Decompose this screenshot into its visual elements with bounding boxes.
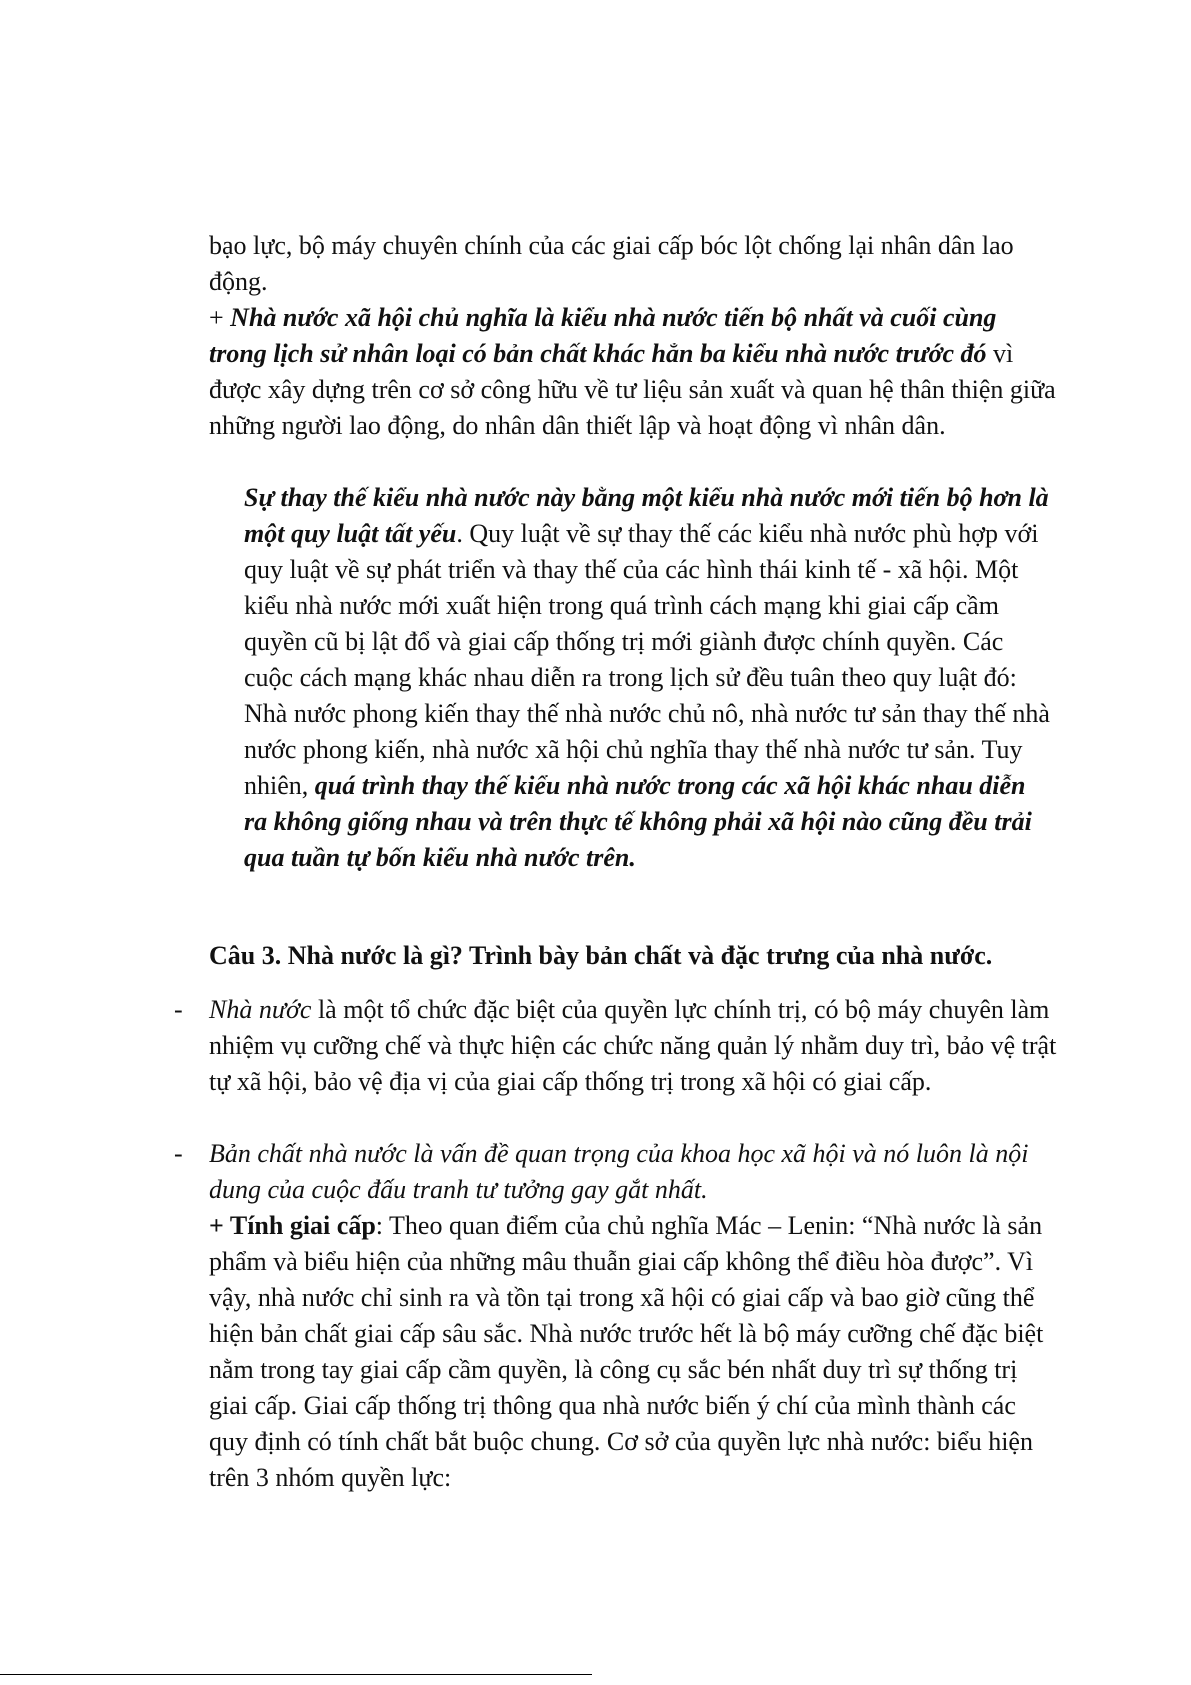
emphasis-replacement-law: Sự thay thế kiểu nhà nước này bằng một kiểu nhà nước mới tiến bộ hơn là một quy luật tất yếu — [244, 483, 1049, 548]
class-nature-paragraph — [209, 1208, 1059, 1496]
plus-prefix: + — [209, 303, 231, 332]
question-heading: Câu 3. Nhà nước là gì? Trình bày bản chất và đặc trưng của nhà nước. — [209, 941, 993, 970]
term-state: Nhà nước — [209, 995, 312, 1024]
paragraph-text: vì được xây dựng trên cơ sở công hữu về tư liệu sản xuất và quan hệ thân thiện giữa những người lao động, do nhân dân thiết lập và hoạt động vì nhân dân. — [209, 339, 1056, 440]
class-nature-label: + Tính giai cấp — [209, 1211, 376, 1240]
definition-text: là một tổ chức đặc biệt của quyền lực chính trị, có bộ máy chuyên làm nhiệm vụ cưỡng chế và thực hiện các chức năng quản lý nhằm duy trì, bảo vệ trật tự xã hội, bảo vệ địa vị của giai cấp thống trị trong xã hội có giai cấp. — [209, 995, 1057, 1096]
paragraph-socialist-state — [209, 300, 1059, 444]
paragraph-violence-apparatus — [209, 228, 1059, 300]
nature-intro: Bản chất nhà nước là vấn đề quan trọng của khoa học xã hội và nó luôn là nội dung của cuộc đấu tranh tư tưởng gay gắt nhất. — [209, 1139, 1029, 1204]
class-nature-text: : Theo quan điểm của chủ nghĩa Mác – Lenin: “Nhà nước là sản phẩm và biểu hiện của những mâu thuẫn giai cấp không thể điều hòa được”. Vì vậy, nhà nước chỉ sinh ra và tồn tại trong xã hội có giai cấp và bao giờ cũng thể hiện bản chất giai cấp sâu sắc. Nhà nước trước hết là bộ máy cưỡng chế đặc biệt nằm trong tay giai cấp cầm quyền, là công cụ sắc bén nhất duy trì sự thống trị giai cấp. Giai cấp thống trị thông qua nhà nước biến ý chí của mình thành các quy định có tính chất bắt buộc chung. Cơ sở của quyền lực nhà nước: biểu hiện trên 3 nhóm quyền lực: — [209, 1211, 1044, 1492]
dash-bullet: - — [174, 1139, 183, 1168]
paragraph-text: bạo lực, bộ máy chuyên chính của các giai cấp bóc lột chống lại nhân dân lao động. — [209, 231, 1014, 296]
bullet-text — [209, 1136, 1059, 1496]
page-bottom-divider — [0, 1674, 592, 1675]
bullet-text — [209, 992, 1059, 1100]
dash-bullet: - — [174, 995, 183, 1024]
emphasis-socialist-state: Nhà nước xã hội chủ nghĩa là kiểu nhà nước tiến bộ nhất và cuối cùng trong lịch sử nhân loại có bản chất khác hẳn ba kiểu nhà nước trước đó — [209, 303, 997, 368]
paragraph-state-replacement — [244, 480, 1054, 876]
paragraph-text: . Quy luật về sự thay thế các kiểu nhà nước phù hợp với quy luật về sự phát triển và thay thế của các hình thái kinh tế - xã hội. Một kiểu nhà nước mới xuất hiện trong quá trình cách mạng khi giai cấp cầm quyền cũ bị lật đổ và giai cấp thống trị mới giành được chính quyền. Các cuộc cách mạng khác nhau diễn ra trong lịch sử đều tuân theo quy luật đó: Nhà nước phong kiến thay thế nhà nước chủ nô, nhà nước tư sản thay thế nhà nước phong kiến, nhà nước xã hội chủ nghĩa thay thế nhà nước tư sản. Tuy nhiên, — [244, 519, 1050, 800]
emphasis-replacement-process: quá trình thay thế kiểu nhà nước trong các xã hội khác nhau diễn ra không giống nhau và trên thực tế không phải xã hội nào cũng đều trải qua tuần tự bốn kiểu nhà nước trên. — [244, 771, 1032, 872]
